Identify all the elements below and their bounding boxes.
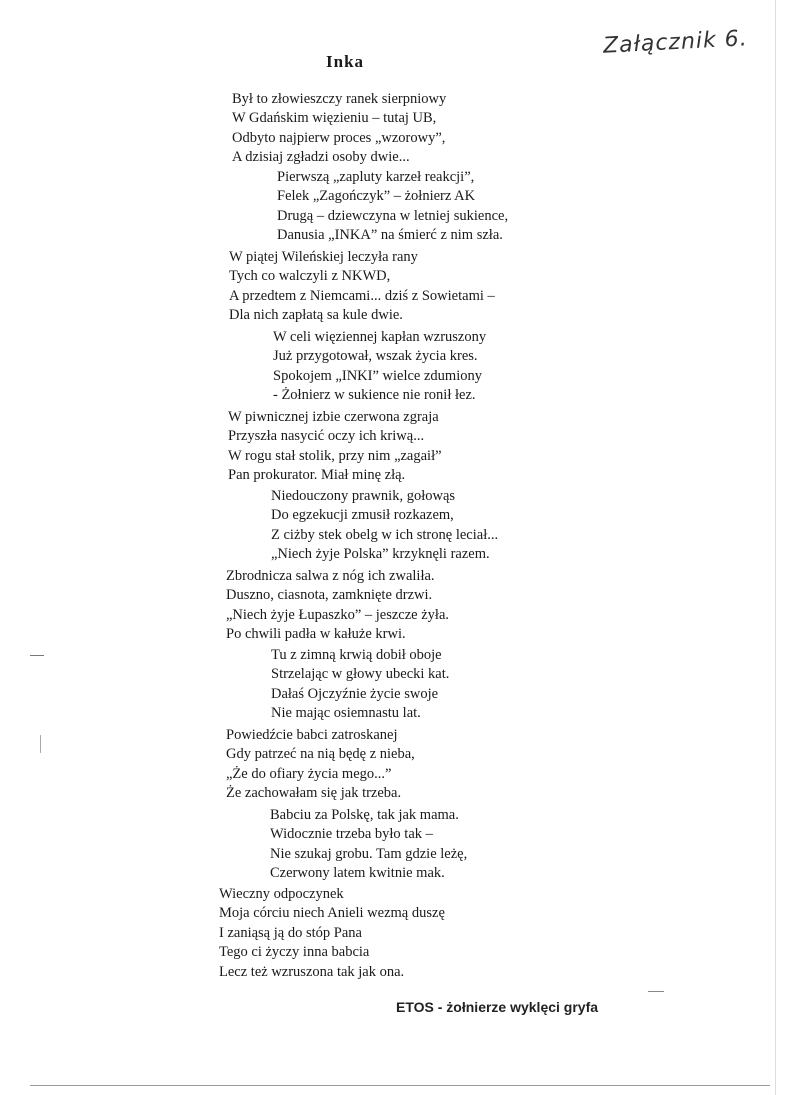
poem-line: Felek „Zagończyk” – żołnierz AK — [277, 188, 476, 205]
poem-title: Inka — [326, 52, 365, 71]
poem-line: Lecz też wzruszona tak jak ona. — [219, 963, 405, 980]
poem-line: Dałaś Ojczyźnie życie swoje — [271, 685, 439, 702]
bottom-scan-line — [30, 1085, 770, 1086]
poem-line: Już przygotował, wszak życia kres. — [273, 348, 478, 365]
poem-line: W piątej Wileńskiej leczyła rany — [229, 249, 418, 265]
poem-line: W Gdańskim więzieniu – tutaj UB, — [232, 110, 437, 127]
poem-line: Drugą – dziewczyna w letniej sukience, — [277, 207, 509, 224]
poem-line: Przyszła nasycić oczy ich kriwą... — [228, 428, 425, 445]
poem-line: Moja córciu niech Anieli wezmą duszę — [219, 905, 445, 922]
poem-line: Nie mając osiemnastu lat. — [271, 705, 421, 722]
poem-line: Strzelając w głowy ubecki kat. — [271, 666, 450, 683]
poem-line: W rogu stał stolik, przy nim „zagaił” — [228, 447, 442, 464]
stanza-9 — [226, 726, 415, 804]
poem-line: - Żołnierz w sukience nie ronił łez. — [273, 387, 476, 404]
stanza-11 — [219, 885, 445, 982]
poem-line: Duszno, ciasnota, zamknięte drzwi. — [226, 587, 433, 604]
source-footer: ETOS - żołnierze wyklęci gryfa — [396, 999, 599, 1015]
stanza-7 — [226, 567, 449, 645]
poem-line: Tu z zimną krwią dobił oboje — [271, 647, 442, 663]
poem-line: Nie szukaj grobu. Tam gdzie leżę, — [270, 845, 468, 862]
footer-tick-mark — [648, 991, 664, 992]
poem-line: W celi więziennej kapłan wzruszony — [273, 329, 487, 345]
poem-line: „Niech żyje Łupaszko” – jeszcze żyła. — [226, 606, 450, 623]
margin-mark — [40, 735, 41, 753]
poem-line: Po chwili padła w kałuże krwi. — [226, 626, 406, 643]
stanza-10 — [270, 806, 467, 884]
poem-line: Odbyto najpierw proces „wzorowy”, — [232, 129, 446, 146]
poem-line: Pan prokurator. Miał minę złą. — [228, 467, 406, 484]
scan-edge-line — [775, 0, 776, 1095]
poem-line: Do egzekucji zmusił rozkazem, — [271, 507, 454, 524]
stanza-3 — [229, 248, 495, 326]
stanza-5 — [228, 408, 442, 486]
poem-line: I zaniąsą ją do stóp Pana — [219, 924, 362, 941]
poem-line: Dla nich zapłatą sa kule dwie. — [229, 307, 403, 324]
poem-line: Z ciżby stek obelg w ich stronę leciał... — [271, 526, 499, 543]
poem-line: A przedtem z Niemcami... dziś z Sowietami – — [229, 287, 495, 304]
stanza-4 — [273, 328, 486, 406]
poem-line: Spokojem „INKI” wielce zdumiony — [273, 367, 482, 384]
poem-line: Wieczny odpoczynek — [219, 886, 344, 902]
poem-line: Był to złowieszczy ranek sierpniowy — [232, 91, 447, 107]
poem-line: Tego ci życzy inna babcia — [219, 944, 370, 961]
poem-line: Babciu za Polskę, tak jak mama. — [270, 807, 459, 823]
poem-line: A dzisiaj zgładzi osoby dwie... — [232, 149, 410, 166]
poem-line: Niedouczony prawnik, gołowąs — [271, 488, 456, 504]
poem-line: Tych co walczyli z NKWD, — [229, 268, 391, 285]
stanza-8 — [271, 646, 449, 724]
stanza-2 — [277, 168, 508, 246]
poem-line: Pierwszą „zapluty karzeł reakcji”, — [277, 169, 475, 185]
poem-line: Czerwony latem kwitnie mak. — [270, 865, 445, 882]
stanza-1 — [232, 90, 446, 168]
margin-mark — [30, 655, 44, 656]
poem-line: „Że do ofiary życia mego...” — [226, 765, 392, 782]
poem-line: Że zachowałam się jak trzeba. — [226, 785, 402, 802]
stanza-6 — [271, 487, 498, 565]
poem-line: Gdy patrzeć na nią będę z nieba, — [226, 746, 415, 763]
poem-line: Danusia „INKA” na śmierć z nim szła. — [277, 227, 503, 244]
poem-line: Powiedźcie babci zatroskanej — [226, 727, 398, 743]
poem-line: W piwnicznej izbie czerwona zgraja — [228, 409, 439, 425]
poem-line: Widocznie trzeba było tak – — [270, 826, 433, 843]
poem-line: Zbrodnicza salwa z nóg ich zwaliła. — [226, 568, 435, 584]
poem-line: „Niech żyje Polska” krzyknęli razem. — [271, 546, 490, 563]
handwritten-annotation: Załącznik 6. — [602, 26, 749, 59]
